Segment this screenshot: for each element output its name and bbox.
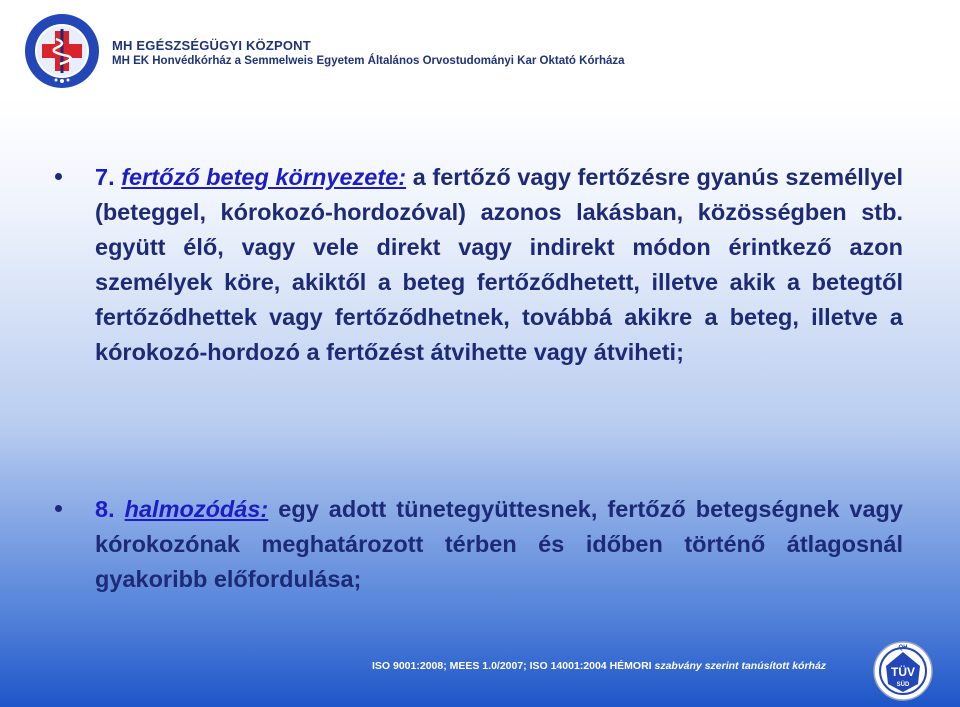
organization-title: MH EGÉSZSÉGÜGYI KÖZPONT <box>112 38 311 53</box>
item-number: 8. <box>95 496 125 522</box>
item-number: 7. <box>95 164 122 190</box>
certified-text: szabvány szerint tanúsított kórház <box>651 660 827 672</box>
definition-text: a fertőző vagy fertőzésre gyanús személlyel (beteggel, kórokozó-hordozóval) azonos lakásban, közösségben stb. együtt élő, vagy vele direkt vagy indirekt módon érintkező azon személyek köre, akiktől a beteg fertőződhetett, illetve akik a betegtől fertőződhettek vagy fertőződhetnek, továbbá akikre a beteg, illetve a kórokozó-hordozó a fertőzést átvihette vagy átviheti; <box>95 164 903 365</box>
badge-top-text: QH <box>898 645 908 651</box>
organization-subtitle: MH EK Honvédkórház a Semmelweis Egyetem Általános Orvostudományi Kar Oktató Kórháza <box>112 55 625 67</box>
badge-sub-text: SÜD <box>896 682 910 688</box>
tuv-badge-icon <box>872 640 934 702</box>
list-item-7 <box>63 160 903 370</box>
definition-text: egy adott tünetegyüttesnek, fertőző betegségnek vagy kórokozónak meghatározott térben és időben történő átlagosnál gyakoribb előfordulása; <box>95 496 903 592</box>
certification-footer <box>372 660 826 672</box>
standards-text: ISO 9001:2008; MEES 1.0/2007; ISO 14001:2004 HÉMORI <box>372 660 652 672</box>
defined-term: fertőző beteg környezete: <box>121 164 407 190</box>
defined-term: halmozódás: <box>124 496 269 522</box>
bullet-icon <box>55 173 62 180</box>
bullet-icon <box>55 505 62 512</box>
badge-main-text: TÜV <box>891 665 915 679</box>
hospital-logo-icon <box>24 13 100 89</box>
definition-paragraph-7 <box>63 160 903 370</box>
list-item-8 <box>63 492 903 597</box>
definition-paragraph-8 <box>63 492 903 597</box>
header <box>0 0 960 100</box>
